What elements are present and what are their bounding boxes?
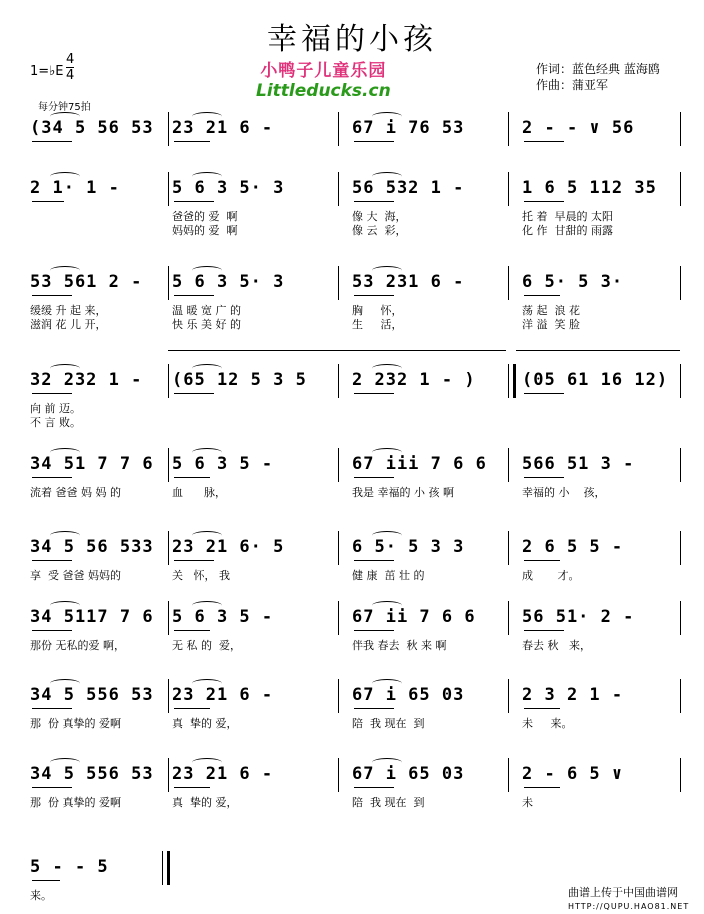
measure-notes: 5 6 3 5· 3 (172, 272, 285, 292)
bar-line (168, 364, 169, 398)
bar-line (680, 531, 681, 565)
bar-line (338, 758, 339, 792)
bar-line (680, 601, 681, 635)
time-top: 4 (66, 52, 75, 67)
measure-notes: 566 51 3 - (522, 454, 635, 474)
beam-line (174, 393, 214, 394)
volta-bracket-1 (168, 350, 506, 351)
measure-notes: (34 5 56 53 (30, 118, 154, 138)
lyric-text: 化 作 甘甜的 雨露 (522, 224, 613, 237)
beam-line (524, 708, 560, 709)
beam-line (524, 201, 564, 202)
beam-line (174, 141, 210, 142)
measure-notes: 53 561 2 - (30, 272, 143, 292)
beam-line (354, 141, 394, 142)
lyric-text: 像 云 彩， (352, 224, 407, 237)
bar-line (680, 172, 681, 206)
lyric-text: 未 (522, 796, 533, 809)
measure-notes: 2 6 5 5 - (522, 537, 624, 557)
lyric-text: 托 着 早晨的 太阳 (522, 210, 613, 223)
lyric-text: 春去 秋 来， (522, 639, 591, 652)
bar-line (338, 112, 339, 146)
lyric-text: 胸 怀， (352, 304, 403, 317)
slur-mark (50, 758, 80, 767)
measure-notes: 67 i 65 03 (352, 685, 465, 705)
lyric-text: 血 脉， (172, 486, 226, 499)
measure-notes: (05 61 16 12) (522, 370, 669, 390)
measure-notes: 34 5 56 533 (30, 537, 154, 557)
lyric-text: 无 私 的 爱， (172, 639, 241, 652)
measure-notes: (65 12 5 3 5 (172, 370, 307, 390)
beam-line (354, 201, 394, 202)
slur-mark (372, 112, 402, 121)
bar-line (680, 758, 681, 792)
bar-line (508, 531, 509, 565)
lyric-text: 真 挚的 爱， (172, 796, 238, 809)
bar-line (168, 758, 169, 792)
measure-notes: 6 5· 5 3 3 (352, 537, 465, 557)
measure-notes: 67 iii 7 6 6 (352, 454, 487, 474)
beam-line (32, 201, 64, 202)
lyric-text: 不 言 败。 (30, 416, 81, 429)
beam-line (524, 630, 564, 631)
bar-line (338, 172, 339, 206)
lyric-text: 真 挚的 爱， (172, 717, 238, 730)
lyric-text: 荡 起 浪 花 (522, 304, 580, 317)
measure-notes: 5 - - 5 (30, 857, 109, 877)
beam-line (32, 708, 72, 709)
beam-line (174, 708, 210, 709)
slur-mark (50, 679, 80, 688)
beam-line (174, 787, 210, 788)
bar-line (508, 601, 509, 635)
lyric-text: 那 份 真挚的 爱啊 (30, 717, 121, 730)
slur-mark (50, 364, 80, 373)
time-signature (66, 52, 74, 83)
slur-mark (372, 172, 402, 181)
tempo-marking: 每分钟75拍 (38, 102, 91, 113)
footer-url: HTTP://QUPU.HAO81.NET (568, 902, 690, 911)
beam-line (354, 787, 394, 788)
beam-line (524, 141, 564, 142)
bar-line (168, 679, 169, 713)
lyric-text: 幸福的 小 孩， (522, 486, 606, 499)
bar-line (508, 266, 509, 300)
beam-line (174, 477, 210, 478)
bar-line (168, 448, 169, 482)
beam-line (524, 787, 560, 788)
lyric-text: 未 来。 (522, 717, 573, 730)
lyric-text: 缓缓 升 起 来， (30, 304, 107, 317)
lyric-text: 我是 幸福的 小 孩 啊 (352, 486, 454, 499)
bar-line (680, 112, 681, 146)
beam-line (174, 201, 214, 202)
slur-mark (50, 266, 80, 275)
lyric-text: 生 活， (352, 318, 403, 331)
lyric-text: 成 才。 (522, 569, 580, 582)
footer-credit: 曲谱上传于中国曲谱网 (568, 886, 678, 899)
lyric-text: 那 份 真挚的 爱啊 (30, 796, 121, 809)
measure-notes: 2 1· 1 - (30, 178, 120, 198)
slur-mark (192, 531, 222, 540)
slur-mark (372, 601, 402, 610)
measure-notes: 34 5117 7 6 (30, 607, 154, 627)
measure-notes: 23 21 6· 5 (172, 537, 285, 557)
bar-line (168, 601, 169, 635)
measure-notes: 2 - - ∨ 56 (522, 118, 635, 138)
slur-mark (192, 679, 222, 688)
beam-line (174, 560, 214, 561)
slur-mark (192, 172, 222, 181)
time-bottom: 4 (66, 68, 75, 83)
measure-notes: 23 21 6 - (172, 685, 274, 705)
lyric-text: 享 受 爸爸 妈妈的 (30, 569, 121, 582)
slur-mark (192, 266, 222, 275)
measure-notes: 53 231 6 - (352, 272, 465, 292)
measure-notes: 56 51· 2 - (522, 607, 635, 627)
measure-notes: 67 i 76 53 (352, 118, 465, 138)
bar-line (338, 364, 339, 398)
measure-notes: 34 51 7 7 6 (30, 454, 154, 474)
slur-mark (372, 364, 402, 373)
slur-mark (50, 112, 80, 121)
beam-line (354, 560, 394, 561)
measure-notes: 67 i 65 03 (352, 764, 465, 784)
bar-line (338, 266, 339, 300)
bar-line (338, 601, 339, 635)
lyric-text: 流着 爸爸 妈 妈 的 (30, 486, 121, 499)
slur-mark (50, 172, 80, 181)
measure-notes: 5 6 3 5 - (172, 607, 274, 627)
song-title: 幸福的小孩 (267, 22, 437, 57)
bar-line (508, 112, 509, 146)
slur-mark (50, 601, 80, 610)
bar-line (508, 172, 509, 206)
slur-mark (192, 448, 222, 457)
volta-bracket-2 (516, 350, 680, 351)
beam-line (174, 295, 214, 296)
beam-line (354, 295, 394, 296)
lyric-text: 快 乐 美 好 的 (172, 318, 241, 331)
slur-mark (192, 364, 222, 373)
bar-line (338, 679, 339, 713)
beam-line (524, 560, 560, 561)
bar-line (508, 364, 516, 398)
beam-line (32, 787, 72, 788)
lyric-text: 向 前 迈。 (30, 402, 81, 415)
lyric-text: 妈妈的 爱 啊 (172, 224, 238, 237)
slur-mark (192, 758, 222, 767)
lyric-text: 温 暖 宽 广 的 (172, 304, 241, 317)
bar-line (168, 172, 169, 206)
lyric-text: 那份 无私的爱 啊， (30, 639, 125, 652)
bar-line (338, 448, 339, 482)
beam-line (32, 560, 72, 561)
measure-notes: 32 232 1 - (30, 370, 143, 390)
bar-line (680, 679, 681, 713)
bar-line (508, 758, 509, 792)
measure-notes: 23 21 6 - (172, 764, 274, 784)
slur-mark (372, 531, 402, 540)
beam-line (32, 477, 72, 478)
key-signature: 1=♭E (30, 64, 64, 79)
beam-line (524, 295, 560, 296)
measure-notes: 56 532 1 - (352, 178, 465, 198)
beam-line (524, 393, 564, 394)
measure-notes: 34 5 556 53 (30, 685, 154, 705)
lyric-text: 洋 溢 笑 脸 (522, 318, 580, 331)
slur-mark (192, 601, 222, 610)
lyric-text: 爸爸的 爱 啊 (172, 210, 238, 223)
measure-notes: 6 5· 5 3· (522, 272, 624, 292)
bar-line (168, 531, 169, 565)
measure-notes: 2 232 1 - ) (352, 370, 476, 390)
lyric-text: 滋润 花 儿 开， (30, 318, 107, 331)
bar-line (680, 448, 681, 482)
slur-mark (50, 531, 80, 540)
beam-line (174, 630, 210, 631)
lyric-text: 陪 我 现在 到 (352, 717, 425, 730)
beam-line (354, 393, 394, 394)
lyric-text: 伴我 春去 秋 来 啊 (352, 639, 447, 652)
lyric-text: 来。 (30, 889, 52, 902)
measure-notes: 34 5 556 53 (30, 764, 154, 784)
slur-mark (372, 448, 402, 457)
beam-line (354, 477, 394, 478)
beam-line (354, 630, 394, 631)
measure-notes: 2 - 6 5 ∨ (522, 764, 624, 784)
lyric-text: 健 康 茁 壮 的 (352, 569, 425, 582)
beam-line (32, 141, 72, 142)
bar-line (338, 531, 339, 565)
lyric-text: 关 怀， 我 (172, 569, 230, 582)
beam-line (32, 295, 72, 296)
bar-line (508, 448, 509, 482)
watermark-logo (256, 56, 391, 101)
slur-mark (372, 266, 402, 275)
watermark-cn: 小鸭子儿童乐园 (260, 61, 387, 81)
slur-mark (192, 112, 222, 121)
beam-line (32, 393, 72, 394)
slur-mark (50, 448, 80, 457)
bar-line (168, 266, 169, 300)
measure-notes: 1 6 5 112 35 (522, 178, 657, 198)
measure-notes: 5 6 3 5· 3 (172, 178, 285, 198)
beam-line (524, 477, 564, 478)
bar-line (508, 679, 509, 713)
slur-mark (372, 758, 402, 767)
bar-line (162, 851, 170, 885)
beam-line (32, 630, 72, 631)
measure-notes: 2 3 2 1 - (522, 685, 624, 705)
measure-notes: 23 21 6 - (172, 118, 274, 138)
beam-line (32, 880, 60, 881)
slur-mark (372, 679, 402, 688)
lyric-text: 像 大 海， (352, 210, 407, 223)
bar-line (168, 112, 169, 146)
lyric-text: 陪 我 现在 到 (352, 796, 425, 809)
beam-line (354, 708, 394, 709)
measure-notes: 5 6 3 5 - (172, 454, 274, 474)
measure-notes: 67 ii 7 6 6 (352, 607, 476, 627)
lyricist-credit: 作词：蓝色经典 蓝海鸥 (536, 62, 660, 76)
watermark-en: Littleducks.cn (256, 81, 391, 101)
composer-credit: 作曲：蒲亚军 (536, 78, 609, 92)
bar-line (680, 364, 681, 398)
bar-line (680, 266, 681, 300)
